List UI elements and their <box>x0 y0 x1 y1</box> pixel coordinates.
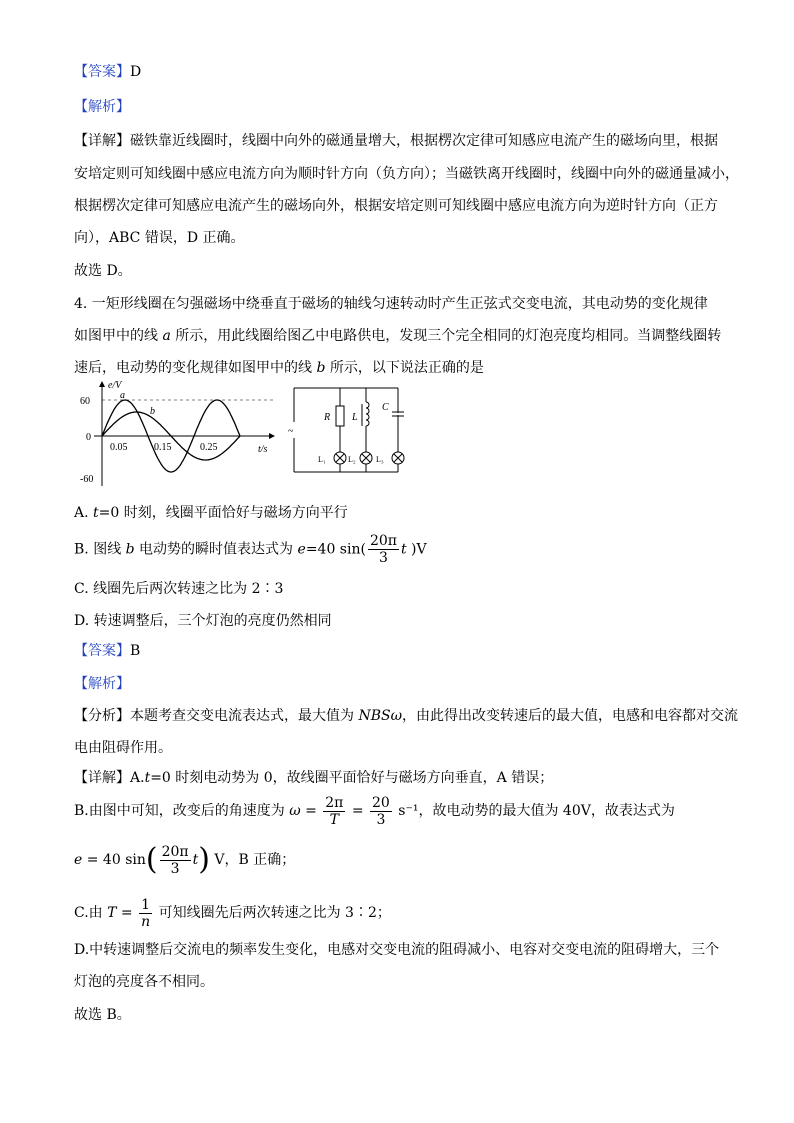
q3-detail-line-4: 向），ABC 错误，D 正确。 <box>74 230 245 246</box>
resistor-r <box>336 406 344 426</box>
var-b: b <box>125 541 135 558</box>
ac-source: ~ <box>288 426 294 437</box>
frac-num: 2π <box>325 794 344 811</box>
var-b: b <box>316 360 326 376</box>
var-t: t <box>192 852 199 868</box>
var-t: t <box>144 770 151 786</box>
frac-num: 1 <box>139 897 152 914</box>
c-label: C <box>382 402 389 413</box>
fraction <box>368 533 399 566</box>
q4-detail-d-line-2: 灯泡的亮度各不相同。 <box>74 974 214 990</box>
q3-detail-line-3: 根据楞次定律可知感应电流产生的磁场向外，根据安培定则可知线圈中感应电流方向为逆时针方向（正方 <box>74 198 718 214</box>
q4-conclusion: 故选 B。 <box>74 1007 131 1023</box>
frac-num: 20π <box>369 533 397 549</box>
inductor-l <box>366 402 369 426</box>
option-d: D. 转速调整后，三个灯泡的亮度仍然相同 <box>74 613 332 629</box>
l3-label: L₃ <box>376 455 384 464</box>
frac-den: 3 <box>170 860 180 877</box>
fenxi-text: 本题考查交变电流表达式，最大值为 <box>130 708 359 724</box>
detail-text: V <box>209 852 225 868</box>
detail-text: = <box>116 905 138 921</box>
fraction <box>139 897 152 930</box>
frac-den: 3 <box>376 811 386 828</box>
l2-label: L₂ <box>348 455 356 464</box>
detail-text: = 40 sin <box>82 852 146 868</box>
var-a: a <box>162 328 171 344</box>
detail-text: 磁铁靠近线圈时，线圈中向外的磁通量增大，根据楞次定律可知感应电流产生的磁场向里，根据 <box>130 133 718 149</box>
q3-detail-line-1 <box>74 131 718 151</box>
tick-0: 0 <box>86 432 91 443</box>
detail-text: = <box>347 803 369 819</box>
q4-stem-line-3 <box>74 358 484 378</box>
analysis-label: 【解析】 <box>74 99 130 115</box>
frac-num: 20 <box>372 794 390 811</box>
q4-stem-line-1: 4. 一矩形线圈在匀强磁场中绕垂直于磁场的轴线匀速转动时产生正弦式交变电流，其电动势的变化规律 <box>74 296 708 312</box>
detail-text: ，B 正确； <box>224 852 296 868</box>
fraction <box>370 795 392 828</box>
detail-text: 可知线圈先后两次转速之比为 3∶2； <box>154 905 391 921</box>
detail-label: 【详解】 <box>74 133 130 149</box>
q4-detail-b <box>74 794 675 828</box>
option-c: C. 线圈先后两次转速之比为 2∶3 <box>74 581 284 597</box>
detail-label: 【详解】 <box>74 770 130 786</box>
y-axis-label: e/V <box>108 380 122 391</box>
circuit-diagram <box>286 382 416 478</box>
answer-value: B <box>130 643 141 659</box>
tick-neg60: -60 <box>80 474 94 485</box>
option-text: )V <box>406 541 427 558</box>
q4-detail-c <box>74 896 391 930</box>
q3-conclusion: 故选 D。 <box>74 263 132 279</box>
q4-detail-a <box>74 768 553 788</box>
q4-detail-b-expression <box>74 840 295 880</box>
curve-a-label: a <box>120 390 125 401</box>
q4-fenxi-line-1 <box>74 706 738 726</box>
frac-den: T <box>329 811 339 828</box>
frac-den: n <box>141 913 151 930</box>
right-paren: ) <box>198 842 210 877</box>
r-label: R <box>324 412 331 423</box>
q4-answer-line <box>74 641 140 661</box>
tick-025: 0.25 <box>200 442 218 453</box>
option-b <box>74 533 427 566</box>
x-axis-label: t/s <box>258 444 268 455</box>
var-e: e <box>74 852 83 868</box>
q4-detail-d-line-1: D.中转速调整后交流电的频率发生变化，电感对交变电流的阻碍减小、电容对交变电流的阻碍增大，三个 <box>74 942 720 958</box>
var-t: t <box>93 505 99 521</box>
analysis-label: 【解析】 <box>74 676 130 692</box>
frac-den: 3 <box>379 550 388 566</box>
stem-text: 所示，用此线圈给图乙中电路供电，发现三个完全相同的灯泡亮度均相同。当调整线圈转 <box>170 328 722 344</box>
stem-text: 如图甲中的线 <box>74 328 163 344</box>
emf-graph <box>74 378 284 490</box>
answer-value: D <box>130 64 142 80</box>
detail-text: C.由 <box>74 905 108 921</box>
q4-analysis-label <box>74 674 130 694</box>
q3-analysis-label <box>74 97 130 117</box>
fenxi-label: 【分析】 <box>74 708 130 724</box>
tick-015: 0.15 <box>154 442 172 453</box>
detail-text: = <box>300 803 322 819</box>
fraction <box>323 795 345 828</box>
fenxi-text: ，由此得出改变转速后的最大值，电感和电容都对交流 <box>402 708 738 724</box>
option-text: =0 时刻，线圈平面恰好与磁场方向平行 <box>98 505 348 521</box>
option-prefix: A. <box>74 505 94 521</box>
var-t: t <box>400 541 407 558</box>
frac-num: 20π <box>161 843 189 860</box>
detail-text: B.由图中可知，改变后的角速度为 <box>74 803 290 819</box>
stem-text: 速后，电动势的变化规律如图甲中的线 <box>74 360 317 376</box>
l-label: L <box>352 412 358 423</box>
q3-answer-line <box>74 62 141 82</box>
option-text: 电动势的瞬时值表达式为 <box>134 541 298 558</box>
q4-stem-line-2 <box>74 326 721 346</box>
stem-text: 所示，以下说法正确的是 <box>325 360 484 376</box>
detail-text: s⁻¹ <box>393 803 419 819</box>
curve-b-label: b <box>150 406 155 417</box>
var-e: e <box>297 541 306 558</box>
option-text: =40 sin( <box>305 541 366 558</box>
tick-60: 60 <box>80 396 90 407</box>
option-prefix: B. 图线 <box>74 541 126 558</box>
var-omega: ω <box>289 803 301 819</box>
option-a <box>74 503 348 523</box>
detail-text: ，故电动势的最大值为 40V，故表达式为 <box>418 803 675 819</box>
tick-005: 0.05 <box>110 442 128 453</box>
left-paren: ( <box>145 842 158 877</box>
answer-label: 【答案】 <box>74 643 130 659</box>
l1-label: L₁ <box>318 455 326 464</box>
detail-text: A. <box>130 770 145 786</box>
q3-detail-line-2: 安培定则可知线圈中感应电流方向为顺时针方向（负方向）；当磁铁离开线圈时，线圈中向外的磁通量减小， <box>74 166 739 182</box>
var-nbs: NBSω <box>358 708 402 724</box>
var-T: T <box>107 905 117 921</box>
q4-fenxi-line-2: 电由阻碍作用。 <box>74 740 172 756</box>
detail-text: =0 时刻电动势为 0，故线圈平面恰好与磁场方向垂直，A 错误； <box>150 770 554 786</box>
answer-label: 【答案】 <box>74 64 130 80</box>
fraction <box>160 844 191 877</box>
